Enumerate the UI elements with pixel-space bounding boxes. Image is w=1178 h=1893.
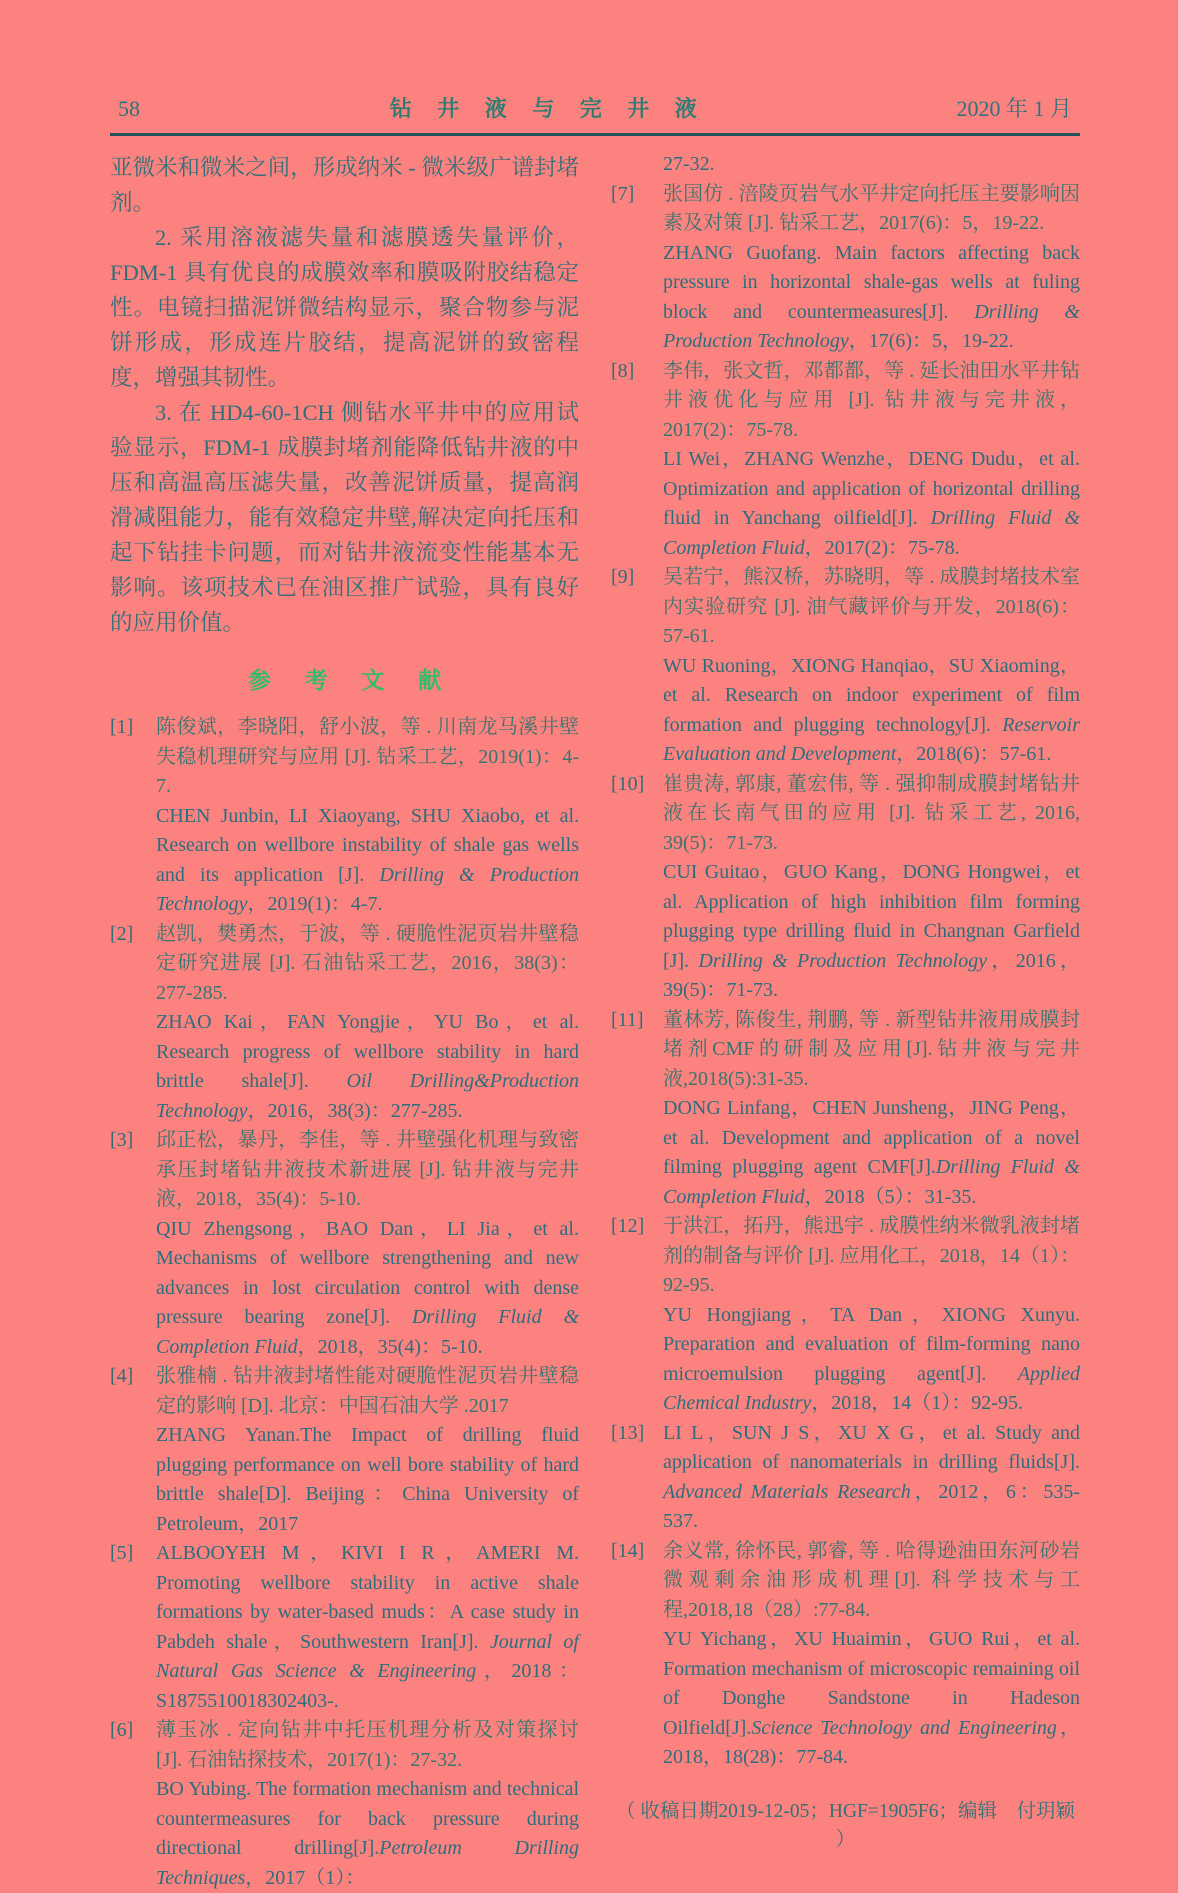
reference-citation-zh: 薄玉冰 . 定向钻井中托压机理分析及对策探讨 [J]. 石油钻探技术，2017(1)：27-32. [156, 1719, 579, 1771]
reference-item-12 [611, 1212, 1080, 1419]
journal-name-italic: Petroleum Drilling Techniques [156, 1837, 579, 1889]
citation-text: ，2019(1)：4-7. [247, 893, 383, 915]
journal-name-italic: Oil Drilling&Production Technology [156, 1070, 579, 1122]
reference-citation-zh: 张雅楠 . 钻井液封堵性能对硬脆性泥页岩井壁稳定的影响 [D]. 北京：中国石油大学 .2017 [156, 1365, 579, 1417]
citation-text: ALBOOYEH M，KIVI I R，AMERI M. Promoting wellbore stability in active shale formations by water-based muds：A case study in Pabdeh shale，Southwestern Iran[J]. [156, 1542, 579, 1653]
journal-name-italic: Drilling & Production Technology [156, 863, 579, 915]
right-column [611, 150, 1080, 1893]
reference-citation-en [663, 239, 1080, 357]
reference-citation-zh: 赵凯，樊勇杰，于波，等 . 硬脆性泥页岩井壁稳定研究进展 [J]. 石油钻采工艺，2016，38(3)：277-285. [156, 922, 579, 1004]
reference-citation-en [663, 1625, 1080, 1773]
journal-title: 钻 井 液 与 完 井 液 [389, 96, 707, 121]
reference-item-4 [110, 1362, 579, 1539]
citation-text: LI Wei，ZHANG Wenzhe，DENG Dudu，et al. Optimization and application of horizontal drilling fluid in Yanchang oilfield[J]. [663, 448, 1080, 529]
citation-text: YU Yichang，XU Huaimin，GUO Rui，et al. Formation mechanism of microscopic remaining oil of Donghe Sandstone in Hadeson Oilfield[J]. [663, 1628, 1080, 1739]
reference-item-6 [110, 1716, 579, 1893]
reference-item-9 [611, 563, 1080, 770]
reference-citation-zh: 董林芳, 陈俊生, 荆鹏, 等 . 新型钻井液用成膜封堵剂CMF的研制及应用[J].钻井液与完井液,2018(5):31-35. [663, 1008, 1080, 1090]
citation-text: ，2016，39(5)：71-73. [663, 949, 1081, 1001]
citation-text: CUI Guitao，GUO Kang，DONG Hongwei，et al. Application of high inhibition film forming plugging type drilling fluid in Changnan Garfield [J]. [663, 861, 1080, 972]
header-rule [110, 133, 1080, 136]
reference-item-3 [110, 1126, 579, 1362]
citation-text: ，2018：S1875510018302403-. [156, 1660, 579, 1712]
reference-citation-zh: 余义常, 徐怀民, 郭睿, 等 . 哈得逊油田东河砂岩微观剩余油形成机理[J]. 科学技术与工程,2018,18（28）:77-84. [663, 1539, 1080, 1621]
citation-text: ，2016，38(3)：277-285. [247, 1099, 463, 1122]
reference-citation-zh: 崔贵涛, 郭康, 董宏伟, 等 . 强抑制成膜封堵钻井液在长南气田的应用 [J]. 钻采工艺, 2016, 39(5)：71-73. [663, 772, 1080, 854]
reference-item-1 [110, 713, 579, 920]
citation-text: ZHANG Yanan.The Impact of drilling fluid plugging performance on well bore stability of hard brittle shale[D]. Beijing：China University of Petroleum，2017 [156, 1424, 579, 1535]
reference-citation-en [156, 1008, 579, 1126]
page-number: 58 [118, 96, 140, 121]
left-column [110, 150, 579, 1893]
citation-text: QIU Zhengsong，BAO Dan，LI Jia，et al. Mechanisms of wellbore strengthening and new advances in lost circulation control with dense pressure bearing zone[J]. [156, 1217, 579, 1328]
reference-number: [12] [611, 1215, 645, 1237]
reference-number: [14] [611, 1539, 645, 1562]
citation-text: ，2017(2)：75-78. [804, 536, 960, 559]
paragraph-conclusion-3: 3. 在 HD4-60-1CH 侧钻水平井中的应用试验显示，FDM-1 成膜封堵剂能降低钻井液的中压和高温高压滤失量，改善泥饼质量，提高润滑减阻能力，能有效稳定井壁,解决定向托压和起下钻挂卡问题，而对钻井液流变性能基本无影响。该项技术已在油区推广试验，具有良好的应用价值。 [110, 400, 579, 635]
reference-citation-en [663, 1419, 1080, 1537]
citation-text: ZHAO Kai，FAN Yongjie，YU Bo，et al. Research progress of wellbore stability in hard brittle shale[J]. [156, 1011, 579, 1092]
reference-6-carryover: 27-32. [663, 153, 715, 175]
journal-name-italic: Journal of Natural Gas Science & Engineering [156, 1630, 579, 1682]
reference-citation-en [663, 1301, 1080, 1419]
reference-number: [1] [110, 716, 134, 738]
citation-text: ，2018，35(4)：5-10. [297, 1335, 483, 1358]
journal-name-italic: Reservoir Evaluation and Development [663, 713, 1080, 765]
reference-number: [13] [611, 1421, 645, 1444]
reference-citation-zh: 邱正松，暴丹，李佳，等 . 井壁强化机理与致密承压封堵钻井液技术新进展 [J]. 钻井液与完井液，2018，35(4)：5-10. [156, 1129, 579, 1210]
reference-number: [4] [110, 1365, 134, 1387]
citation-text: ，17(6)：5，19-22. [848, 330, 1014, 352]
reference-number: [7] [611, 182, 635, 205]
two-column-body [110, 150, 1080, 1893]
reference-number: [5] [110, 1542, 134, 1564]
citation-text: ，2018(6)：57-61. [896, 743, 1052, 765]
reference-number: [2] [110, 922, 134, 945]
reference-number: [3] [110, 1129, 134, 1151]
reference-item-7 [611, 180, 1080, 357]
citation-text: ，2018，18(28)：77-84. [663, 1716, 1081, 1768]
reference-number: [6] [110, 1719, 134, 1741]
reference-item-14 [611, 1537, 1080, 1773]
citation-text: ZHANG Guofang. Main factors affecting back pressure in horizontal shale-gas wells at fuling block and countermeasures[J]. [663, 241, 1080, 323]
citation-text: CHEN Junbin, LI Xiaoyang, SHU Xiaobo, et al. Research on wellbore instability of shale gas wells and its application [J]. [156, 804, 579, 886]
page-header [110, 92, 1080, 133]
citation-text: ，2012，6：535-537. [663, 1480, 1080, 1532]
journal-name-italic: Science Technology and Engineering [751, 1716, 1057, 1739]
citation-text: BO Yubing. The formation mechanism and technical countermeasures for back pressure during directional drilling[J]. [156, 1778, 579, 1859]
reference-number: [9] [611, 566, 635, 588]
reference-item-2 [110, 920, 579, 1127]
reference-citation-zh: 吴若宁，熊汉桥，苏晓明，等 . 成膜封堵技术室内实验研究 [J]. 油气藏评价与开发，2018(6)：57-61. [663, 566, 1080, 647]
reference-citation-en [156, 802, 579, 920]
citation-text: WU Ruoning，XIONG Hanqiao，SU Xiaoming，et al. Research on indoor experiment of film formation and plugging technology[J]. [663, 654, 1080, 736]
journal-name-italic: Drilling & Production Technology [698, 949, 988, 972]
manuscript-footer-note: （ 收稿日期2019-12-05；HGF=1905F6；编辑 付玥颖 ） [616, 1800, 1075, 1850]
reference-item-10 [611, 770, 1080, 1006]
reference-citation-en [663, 858, 1080, 1006]
reference-number: [11] [611, 1008, 644, 1031]
reference-citation-zh: 李伟，张文哲，邓都都，等 . 延长油田水平井钻井液优化与应用 [J]. 钻井液与完井液，2017(2)：75-78. [663, 359, 1080, 441]
reference-number: [8] [611, 359, 635, 382]
journal-name-italic: Advanced Materials Research [663, 1480, 911, 1503]
reference-item-13 [611, 1419, 1080, 1537]
reference-citation-zh: 陈俊斌，李晓阳，舒小波，等 . 川南龙马溪井壁失稳机理研究与应用 [J]. 钻采工艺，2019(1)：4-7. [156, 716, 579, 797]
references-heading: 参 考 文 献 [247, 668, 456, 693]
journal-name-italic: Drilling Fluid & Completion Fluid [156, 1306, 579, 1358]
reference-citation-zh: 于洪江，拓丹，熊迅宇 . 成膜性纳米微乳液封堵剂的制备与评价 [J]. 应用化工，2018，14（1）：92-95. [663, 1215, 1080, 1296]
reference-number: [10] [611, 772, 645, 795]
journal-name-italic: Drilling & Production Technology [663, 300, 1080, 352]
journal-name-italic: Drilling Fluid & Completion Fluid [663, 507, 1081, 559]
reference-citation-en [156, 1215, 579, 1363]
citation-text: DONG Linfang，CHEN Junsheng，JING Peng，et al. Development and application of a novel filming plugging agent CMF[J]. [663, 1097, 1080, 1178]
reference-citation-en [663, 652, 1080, 770]
paragraph-continuation: 亚微米和微米之间，形成纳米 - 微米级广谱封堵剂。 [110, 155, 579, 215]
reference-item-5 [110, 1539, 579, 1716]
reference-citation-en [156, 1421, 579, 1539]
issue-date: 2020 年 1 月 [956, 96, 1072, 121]
reference-citation-en [663, 1094, 1080, 1212]
citation-text: ，2018，14（1）：92-95. [811, 1392, 1023, 1414]
paragraph-conclusion-2: 2. 采用溶液滤失量和滤膜透失量评价，FDM-1 具有优良的成膜效率和膜吸附胶结稳定性。电镜扫描泥饼微结构显示，聚合物参与泥饼形成，形成连片胶结，提高泥饼的致密程度，增强其韧性。 [110, 225, 579, 390]
reference-citation-en [156, 1775, 579, 1893]
reference-citation-zh: 张国仿 . 涪陵页岩气水平井定向托压主要影响因素及对策 [J]. 钻采工艺，2017(6)：5，19-22. [663, 182, 1080, 234]
reference-item-8 [611, 357, 1080, 564]
reference-item-11 [611, 1006, 1080, 1213]
reference-citation-en [156, 1539, 579, 1716]
citation-text: ，2018（5）：31-35. [804, 1185, 977, 1208]
citation-text: YU Hongjiang，TA Dan，XIONG Xunyu. Preparation and evaluation of film-forming nano microemulsion plugging agent[J]. [663, 1303, 1080, 1385]
reference-citation-en [663, 445, 1080, 563]
citation-text: ，2017（1）： [245, 1866, 366, 1889]
journal-name-italic: Applied Chemical Industry [663, 1362, 1080, 1414]
journal-name-italic: Drilling Fluid & Completion Fluid [663, 1156, 1080, 1208]
citation-text: LI L，SUN J S，XU X G，et al. Study and application of nanomaterials in drilling fluids[J]. [663, 1421, 1080, 1473]
